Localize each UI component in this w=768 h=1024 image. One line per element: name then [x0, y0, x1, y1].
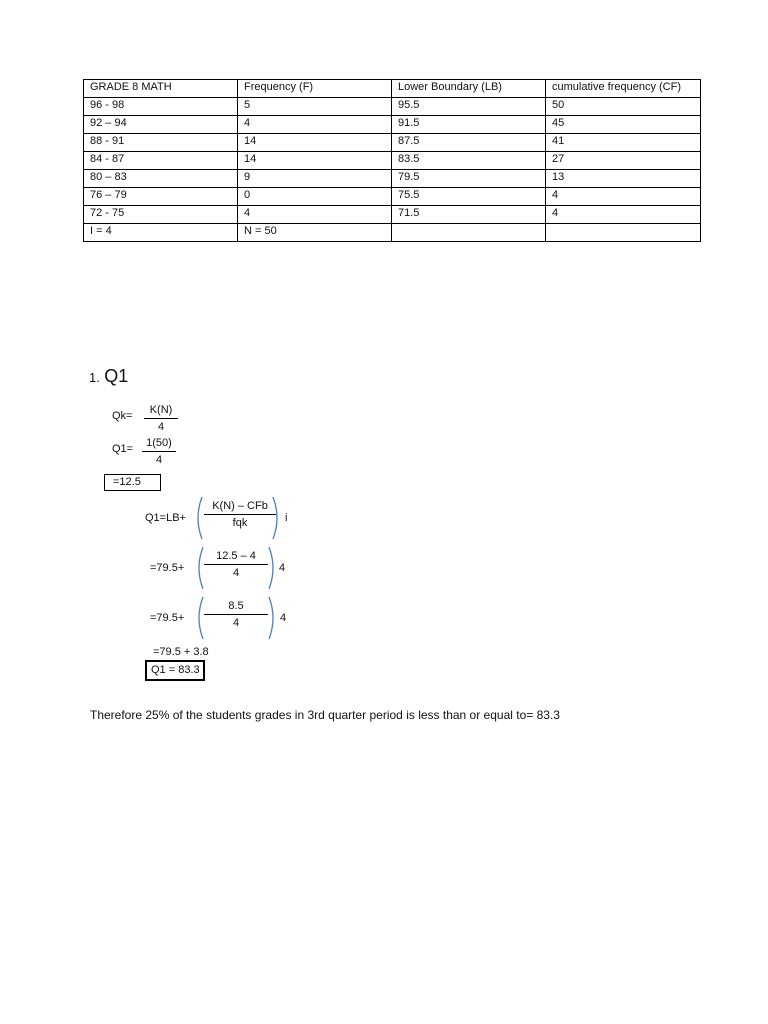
table-row — [84, 152, 701, 170]
step1-numerator: K(N) – CFb — [212, 500, 268, 512]
step3-denominator: 4 — [232, 617, 240, 629]
table-cell: N = 50 — [238, 224, 392, 242]
step1-multiplier: i — [285, 512, 288, 524]
left-paren-icon — [193, 496, 203, 540]
table-row — [84, 134, 701, 152]
step2-multiplier: 4 — [279, 562, 286, 574]
table-cell — [392, 224, 546, 242]
step1-fraction — [204, 500, 276, 530]
grade-table — [83, 79, 701, 242]
table-cell: 13 — [546, 170, 701, 188]
step3-numerator: 8.5 — [228, 600, 244, 612]
step2-label: =79.5+ — [150, 562, 185, 574]
table-cell: 50 — [546, 98, 701, 116]
fraction-bar — [142, 451, 176, 452]
table-cell: 4 — [546, 206, 701, 224]
q1-fraction — [142, 437, 176, 467]
qk-label: Qk= — [112, 410, 133, 422]
table-cell: 83.5 — [392, 152, 546, 170]
fraction-bar — [204, 614, 268, 615]
step3-multiplier: 4 — [280, 612, 287, 624]
table-cell: 4 — [238, 116, 392, 134]
table-cell: 88 - 91 — [84, 134, 238, 152]
right-paren-icon — [268, 596, 278, 640]
qk-numerator: K(N) — [149, 404, 173, 416]
table-cell: 87.5 — [392, 134, 546, 152]
table-footer-row — [84, 224, 701, 242]
table-cell: 9 — [238, 170, 392, 188]
left-paren-icon — [194, 596, 204, 640]
table-row — [84, 188, 701, 206]
step2-denominator: 4 — [232, 567, 240, 579]
table-cell: 0 — [238, 188, 392, 206]
header-cell: Lower Boundary (LB) — [392, 80, 546, 98]
table-cell: 96 - 98 — [84, 98, 238, 116]
table-cell: 79.5 — [392, 170, 546, 188]
step4-line: =79.5 + 3.8 — [153, 646, 209, 658]
table-cell: 84 - 87 — [84, 152, 238, 170]
section-title: Q1 — [104, 366, 129, 386]
table-row — [84, 116, 701, 134]
table-cell: 71.5 — [392, 206, 546, 224]
final-answer: Q1 = 83.3 — [151, 664, 200, 676]
table-cell: 72 - 75 — [84, 206, 238, 224]
header-cell: cumulative frequency (CF) — [546, 80, 701, 98]
table-header-row — [84, 80, 701, 98]
result-box — [104, 474, 161, 491]
section-heading — [89, 366, 128, 387]
table-cell: 27 — [546, 152, 701, 170]
table-cell: 80 – 83 — [84, 170, 238, 188]
fraction-bar — [204, 564, 268, 565]
qk-fraction — [144, 404, 178, 434]
table-cell: 95.5 — [392, 98, 546, 116]
left-paren-icon — [194, 546, 204, 590]
step3-label: =79.5+ — [150, 612, 185, 624]
fraction-bar — [204, 514, 276, 515]
table-row — [84, 170, 701, 188]
step1-label: Q1=LB+ — [145, 512, 186, 524]
right-paren-icon — [268, 546, 278, 590]
table-cell: 14 — [238, 134, 392, 152]
step1-denominator: fqk — [232, 517, 248, 529]
q1-numerator: 1(50) — [146, 437, 172, 449]
table-cell: 5 — [238, 98, 392, 116]
table-cell: 92 – 94 — [84, 116, 238, 134]
final-answer-box — [145, 660, 205, 681]
q1-label: Q1= — [112, 443, 134, 455]
table-row — [84, 98, 701, 116]
qk-denominator: 4 — [157, 421, 165, 433]
step2-fraction — [204, 550, 268, 580]
table-cell: 4 — [546, 188, 701, 206]
right-paren-icon — [272, 496, 282, 540]
table-row — [84, 206, 701, 224]
table-cell: I = 4 — [84, 224, 238, 242]
table-cell: 75.5 — [392, 188, 546, 206]
table-cell: 14 — [238, 152, 392, 170]
step3-fraction — [204, 600, 268, 630]
table-cell — [546, 224, 701, 242]
table-cell: 4 — [238, 206, 392, 224]
header-cell: Frequency (F) — [238, 80, 392, 98]
step2-numerator: 12.5 – 4 — [216, 550, 256, 562]
table-cell: 91.5 — [392, 116, 546, 134]
q1-denominator: 4 — [155, 454, 163, 466]
table-cell: 41 — [546, 134, 701, 152]
table-cell: 76 – 79 — [84, 188, 238, 206]
result-value: =12.5 — [113, 476, 141, 488]
table-cell: 45 — [546, 116, 701, 134]
header-cell: GRADE 8 MATH — [84, 80, 238, 98]
section-number: 1. — [89, 370, 100, 385]
fraction-bar — [144, 418, 178, 419]
conclusion-text: Therefore 25% of the students grades in 3rd quarter period is less than or equal to= 83.3 — [90, 708, 560, 722]
